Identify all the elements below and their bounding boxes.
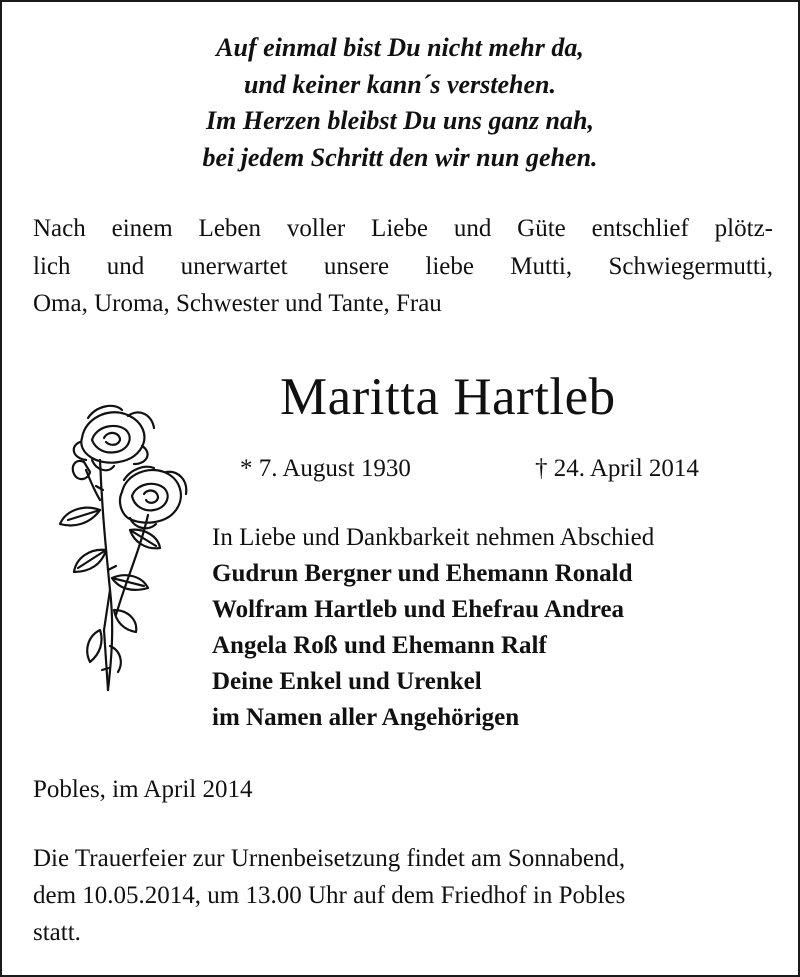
mourner-line: Deine Enkel und Urenkel (212, 668, 482, 695)
rose-illustration-icon (30, 400, 200, 700)
poem-line: Auf einmal bist Du nicht mehr da, (216, 33, 584, 62)
intro-line: lich und unerwartet unsere liebe Mutti, Schwiegermutti, (33, 252, 773, 280)
service-line: Die Trauerfeier zur Urnenbeisetzung findet am Sonnabend, (33, 845, 626, 872)
deceased-name: Maritta Hartleb (280, 368, 616, 426)
farewell-block (212, 520, 654, 736)
intro-text (33, 210, 773, 323)
poem (0, 30, 800, 176)
birth-date: * 7. August 1930 (240, 455, 411, 482)
mourner-line: Wolfram Hartleb und Ehefrau Andrea (212, 596, 625, 623)
service-line: statt. (33, 919, 81, 946)
intro-line: Oma, Uroma, Schwester und Tante, Frau (33, 290, 442, 317)
place-date: Pobles, im April 2014 (33, 776, 253, 803)
intro-line: Nach einem Leben voller Liebe und Güte entschlief plötz- (33, 215, 773, 242)
death-date: † 24. April 2014 (535, 455, 699, 482)
service-info (33, 840, 773, 951)
farewell-lead: In Liebe und Dankbarkeit nehmen Abschied (212, 524, 655, 551)
mourner-line: Gudrun Bergner und Ehemann Ronald (212, 560, 633, 587)
poem-line: und keiner kann´s verstehen. (243, 69, 557, 99)
mourner-line: im Namen aller Angehörigen (212, 704, 520, 731)
poem-line: Im Herzen bleibst Du uns ganz nah, (206, 106, 594, 135)
mourner-line: Angela Roß und Ehemann Ralf (212, 632, 547, 659)
service-line: dem 10.05.2014, um 13.00 Uhr auf dem Friedhof in Pobles (33, 882, 626, 909)
poem-line: bei jedem Schritt den wir nun gehen. (202, 142, 598, 172)
